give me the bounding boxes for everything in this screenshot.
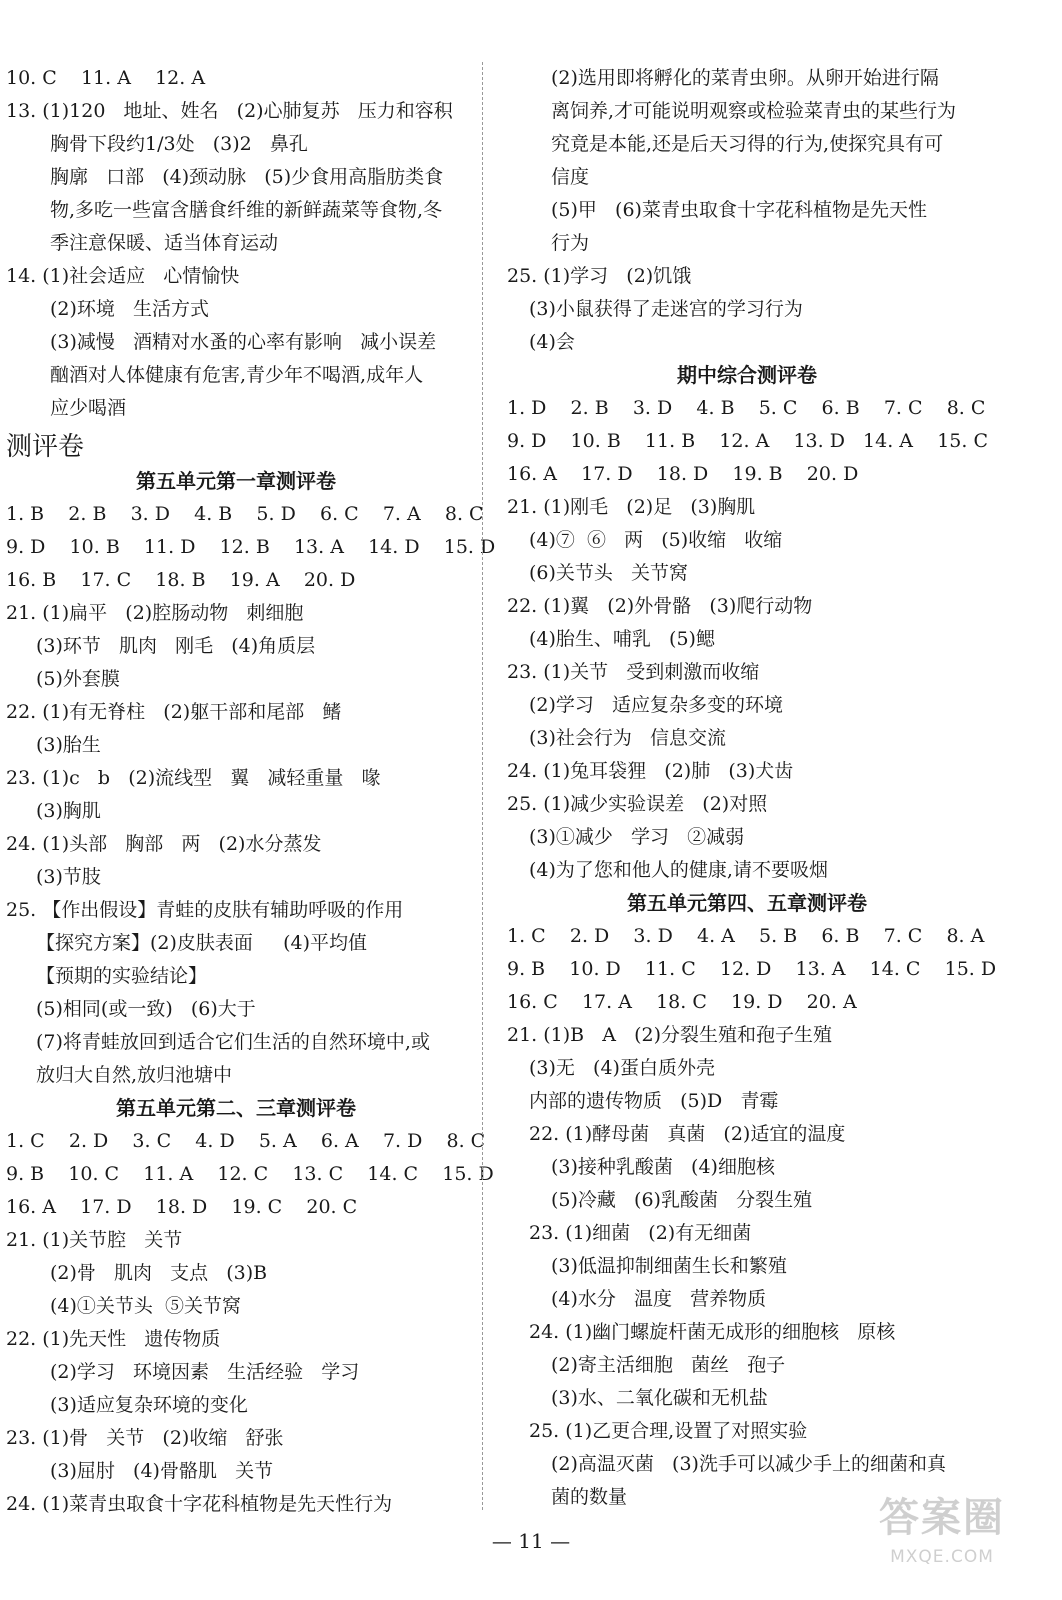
answer-line: 21. (1)扁平 (2)腔肠动物 刺细胞 <box>6 602 304 624</box>
answer-line: (3)节肢 <box>36 866 101 888</box>
answer-line: 【预期的实验结论】 <box>36 965 208 987</box>
answer-line: (2)学习 适应复杂多变的环境 <box>529 694 784 716</box>
answer-line: (5)相同(或一致) (6)大于 <box>36 998 256 1020</box>
answer-line: 25. (1)乙更合理,设置了对照实验 <box>529 1420 808 1442</box>
answer-line: 25. (1)学习 (2)饥饿 <box>507 265 692 287</box>
answer-line: 24. (1)兔耳袋狸 (2)肺 (3)犬齿 <box>507 760 794 782</box>
answer-line: 应少喝酒 <box>50 397 127 419</box>
answer-line: 16. C 17. A 18. C 19. D 20. A <box>507 991 857 1013</box>
answer-line: 9. D 10. B 11. B 12. A 13. D 14. A 15. C <box>507 430 988 452</box>
answer-line: (4)①关节头 ⑤关节窝 <box>50 1295 241 1317</box>
answer-line: 25. 【作出假设】青蛙的皮肤有辅助呼吸的作用 <box>6 899 404 921</box>
answer-line: (2)学习 环境因素 生活经验 学习 <box>50 1361 360 1383</box>
answer-line: 行为 <box>551 232 590 254</box>
answer-line: 23. (1)关节 受到刺激而收缩 <box>507 661 760 683</box>
answer-line: (2)环境 生活方式 <box>50 298 210 320</box>
answer-line: (4)水分 温度 营养物质 <box>551 1288 767 1310</box>
answer-line: 23. (1)骨 关节 (2)收缩 舒张 <box>6 1427 284 1449</box>
answer-line: 13. (1)120 地址、姓名 (2)心肺复苏 压力和容积 <box>6 100 453 122</box>
answer-line: 1. D 2. B 3. D 4. B 5. C 6. B 7. C 8. C <box>507 397 986 419</box>
answer-line: 9. B 10. D 11. C 12. D 13. A 14. C 15. D <box>507 958 997 980</box>
section-heading: 第五单元第一章测评卷 <box>136 469 336 493</box>
answer-line: (4)为了您和他人的健康,请不要吸烟 <box>529 859 828 881</box>
answer-line: (3)适应复杂环境的变化 <box>50 1394 248 1416</box>
answer-line: 【探究方案】(2)皮肤表面 (4)平均值 <box>36 932 368 954</box>
answer-line: 究竟是本能,还是后天习得的行为,使探究具有可 <box>551 133 944 155</box>
answer-line: (5)外套膜 <box>36 668 120 690</box>
answer-line: 22. (1)酵母菌 真菌 (2)适宜的温度 <box>529 1123 846 1145</box>
answer-line: (7)将青蛙放回到适合它们生活的自然环境中,或 <box>36 1031 430 1053</box>
page-number: — 11 — <box>491 1529 571 1553</box>
answer-line: 24. (1)菜青虫取食十字花科植物是先天性行为 <box>6 1493 393 1515</box>
answer-line: 22. (1)有无脊柱 (2)躯干部和尾部 鳍 <box>6 701 342 723</box>
column-divider <box>482 62 483 1510</box>
answer-line: (4)会 <box>529 331 575 353</box>
answer-line: 16. A 17. D 18. D 19. C 20. C <box>6 1196 358 1218</box>
answer-line: 24. (1)头部 胸部 两 (2)水分蒸发 <box>6 833 322 855</box>
answer-line: 信度 <box>551 166 590 188</box>
answer-line: 25. (1)减少实验误差 (2)对照 <box>507 793 768 815</box>
section-heading: 测评卷 <box>6 432 85 462</box>
answer-line: (2)高温灭菌 (3)洗手可以减少手上的细菌和真 <box>551 1453 946 1475</box>
answer-line: 22. (1)先天性 遗传物质 <box>6 1328 221 1350</box>
answer-line: 24. (1)幽门螺旋杆菌无成形的细胞核 原核 <box>529 1321 896 1343</box>
answer-line: 1. B 2. B 3. D 4. B 5. D 6. C 7. A 8. C <box>6 503 484 525</box>
section-heading: 第五单元第四、五章测评卷 <box>627 891 867 915</box>
answer-line: 14. (1)社会适应 心情愉快 <box>6 265 240 287</box>
answer-column-left <box>6 62 496 1521</box>
answer-line: 16. B 17. C 18. B 19. A 20. D <box>6 569 356 591</box>
answer-line: 胸廓 口部 (4)颈动脉 (5)少食用高脂肪类食 <box>50 166 444 188</box>
section-heading: 第五单元第二、三章测评卷 <box>116 1096 356 1120</box>
answer-line: (3)小鼠获得了走迷宫的学习行为 <box>529 298 803 320</box>
answer-line: 1. C 2. D 3. C 4. D 5. A 6. A 7. D 8. C <box>6 1130 486 1152</box>
answer-line: 放归大自然,放归池塘中 <box>36 1064 233 1086</box>
answer-line: 菌的数量 <box>551 1486 628 1508</box>
answer-line: (5)冷藏 (6)乳酸菌 分裂生殖 <box>551 1189 813 1211</box>
answer-line: (2)骨 肌肉 支点 (3)B <box>50 1262 268 1284</box>
answer-line: 21. (1)刚毛 (2)足 (3)胸肌 <box>507 496 756 518</box>
answer-line: (2)寄主活细胞 菌丝 孢子 <box>551 1354 786 1376</box>
answer-line: (3)屈肘 (4)骨骼肌 关节 <box>50 1460 274 1482</box>
answer-line: 内部的遗传物质 (5)D 青霉 <box>529 1090 779 1112</box>
answer-line: 离饲养,才可能说明观察或检验菜青虫的某些行为 <box>551 100 957 122</box>
section-heading: 期中综合测评卷 <box>677 363 817 387</box>
answer-line: (3)①减少 学习 ②减弱 <box>529 826 745 848</box>
answer-line: 胸骨下段约1/3处 (3)2 鼻孔 <box>50 133 308 155</box>
answer-line: (5)甲 (6)菜青虫取食十字花科植物是先天性 <box>551 199 927 221</box>
answer-line: 22. (1)翼 (2)外骨骼 (3)爬行动物 <box>507 595 813 617</box>
watermark-text: 答案圈 <box>879 1495 1005 1541</box>
answer-column-right <box>507 62 997 1514</box>
answer-line: 酗酒对人体健康有危害,青少年不喝酒,成年人 <box>50 364 424 386</box>
watermark-url: MXQE.COM <box>890 1547 994 1567</box>
answer-line: 23. (1)c b (2)流线型 翼 减轻重量 喙 <box>6 767 381 789</box>
answer-line: 9. B 10. C 11. A 12. C 13. C 14. C 15. D <box>6 1163 494 1185</box>
answer-line: (3)无 (4)蛋白质外壳 <box>529 1057 715 1079</box>
answer-line: (4)胎生、哺乳 (5)鳃 <box>529 628 715 650</box>
answer-line: 16. A 17. D 18. D 19. B 20. D <box>507 463 859 485</box>
answer-line: (2)选用即将孵化的菜青虫卵。从卵开始进行隔 <box>551 67 939 89</box>
answer-line: 9. D 10. B 11. D 12. B 13. A 14. D 15. D <box>6 536 496 558</box>
answer-line: (3)水、二氧化碳和无机盐 <box>551 1387 768 1409</box>
answer-line: (3)减慢 酒精对水蚤的心率有影响 减小误差 <box>50 331 437 353</box>
answer-line: (3)社会行为 信息交流 <box>529 727 727 749</box>
answer-line: (3)接种乳酸菌 (4)细胞核 <box>551 1156 775 1178</box>
answer-line: 季注意保暖、适当体育运动 <box>50 232 279 254</box>
answer-line: 21. (1)关节腔 关节 <box>6 1229 183 1251</box>
answer-line: (3)低温抑制细菌生长和繁殖 <box>551 1255 787 1277</box>
watermark-logo <box>852 1490 1032 1590</box>
answer-line: 1. C 2. D 3. D 4. A 5. B 6. B 7. C 8. A <box>507 925 985 947</box>
answer-line: 物,多吃一些富含膳食纤维的新鲜蔬菜等食物,冬 <box>50 199 443 221</box>
answer-line: (4)⑦ ⑥ 两 (5)收缩 收缩 <box>529 529 783 551</box>
answer-line: 10. C 11. A 12. A <box>6 67 206 89</box>
answer-line: (3)胸肌 <box>36 800 101 822</box>
answer-line: 21. (1)B A (2)分裂生殖和孢子生殖 <box>507 1024 833 1046</box>
answer-line: (3)环节 肌肉 刚毛 (4)角质层 <box>36 635 316 657</box>
answer-line: 23. (1)细菌 (2)有无细菌 <box>529 1222 752 1244</box>
answer-line: (6)关节头 关节窝 <box>529 562 689 584</box>
answer-line: (3)胎生 <box>36 734 101 756</box>
